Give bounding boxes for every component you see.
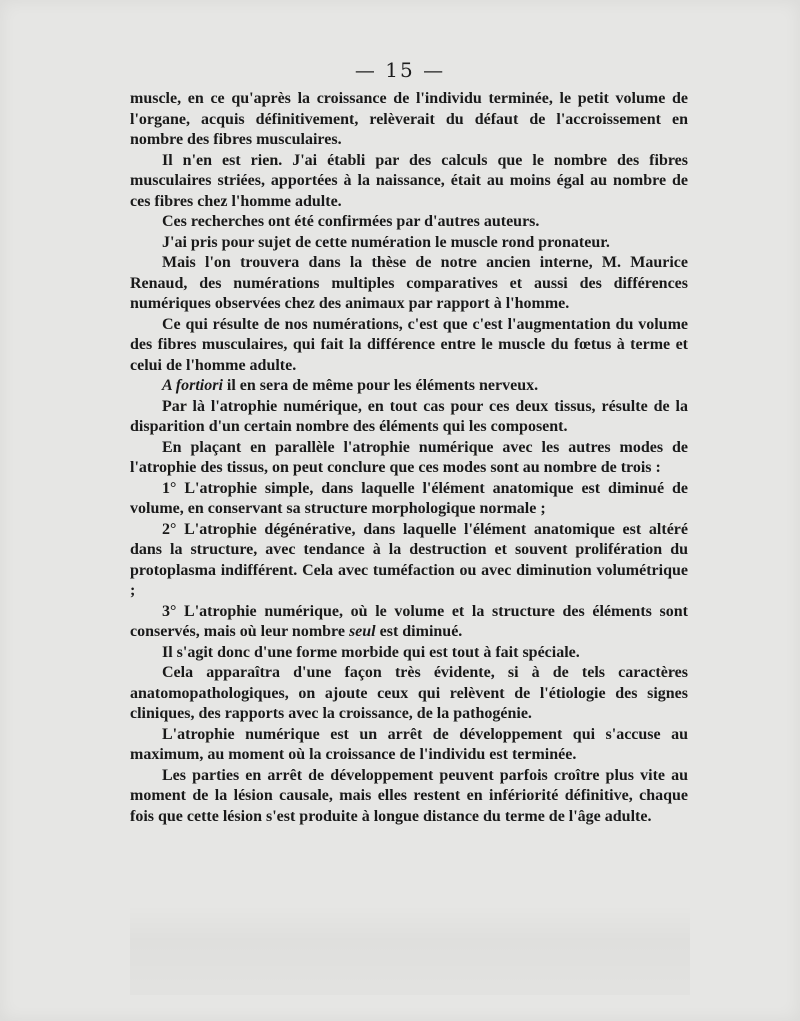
italic-phrase: A fortiori [162,377,223,394]
paragraph: L'atrophie numérique est un arrêt de développement qui s'accuse au maximum, au moment où la croissance de l'individu est terminée. [130,725,688,763]
paragraph: En plaçant en parallèle l'atrophie numérique avec les autres modes de l'atrophie des tissus, on peut conclure que ces modes sont au nombre de trois : [130,438,688,476]
paragraph: Les parties en arrêt de développement peuvent parfois croître plus vite au moment de la lésion causale, mais elles restent en infériorité définitive, chaque fois que cette lésion s'est produite à longue distance du terme de l'âge adulte. [130,766,688,825]
paragraph-text: est diminué. [379,623,463,640]
paragraph: muscle, en ce qu'après la croissance de l'individu terminée, le petit volume de l'organe, acquis définitivement, relèverait du défaut de l'accroissement en nombre des fibres musculaires. [130,90,688,148]
paragraph: Il n'en est rien. J'ai établi par des calculs que le nombre des fibres musculaires striées, apportées à la naissance, était au moins égal au nombre de ces fibres chez l'homme adulte. [130,151,688,210]
body-text [130,89,688,827]
page-number: — 15 — [354,58,446,82]
paragraph-text: 3° L'atrophie numérique, où le volume et la structure des éléments sont conservés, mais où leur nombre [130,602,688,640]
paragraph: 1° L'atrophie simple, dans laquelle l'élément anatomique est diminué de volume, en conservant sa structure morphologique normale ; [130,479,688,517]
bleed-through-area [130,905,690,995]
paragraph: Il s'agit donc d'une forme morbide qui est tout à fait spéciale. [162,643,580,661]
italic-word: seul [348,623,376,640]
paragraph-text: il en sera de même pour les éléments nerveux. [226,377,539,394]
paragraph: Ce qui résulte de nos numérations, c'est que c'est l'augmentation du volume des fibres musculaires, qui fait la différence entre le muscle du fœtus à terme et celui de l'homme adulte. [130,315,688,374]
paragraph: Ces recherches ont été confirmées par d'autres auteurs. [162,213,540,230]
paragraph: Mais l'on trouvera dans la thèse de notre ancien interne, M. Maurice Renaud, des numérations multiples comparatives et aussi des différences numériques observées chez des animaux par rapport à l'homme. [130,254,688,312]
paragraph [130,602,688,643]
paragraph: J'ai pris pour sujet de cette numération le muscle rond pronateur. [162,233,610,251]
paragraph: Cela apparaîtra d'une façon très évidente, si à de tels caractères anatomopathologiques, on ajoute ceux qui relèvent de l'étiologie des signes cliniques, des rapports avec la croissance, de la pathogénie. [130,664,688,722]
paragraph: Par là l'atrophie numérique, en tout cas pour ces deux tissus, résulte de la disparition d'un certain nombre des éléments qui les composent. [130,397,688,435]
paragraph [130,376,688,397]
paragraph: 2° L'atrophie dégénérative, dans laquelle l'élément anatomique est altéré dans la structure, avec tendance à la destruction et souvent prolifération du protoplasma indifférent. Cela avec tuméfaction ou avec diminution volumétrique ; [130,520,688,599]
